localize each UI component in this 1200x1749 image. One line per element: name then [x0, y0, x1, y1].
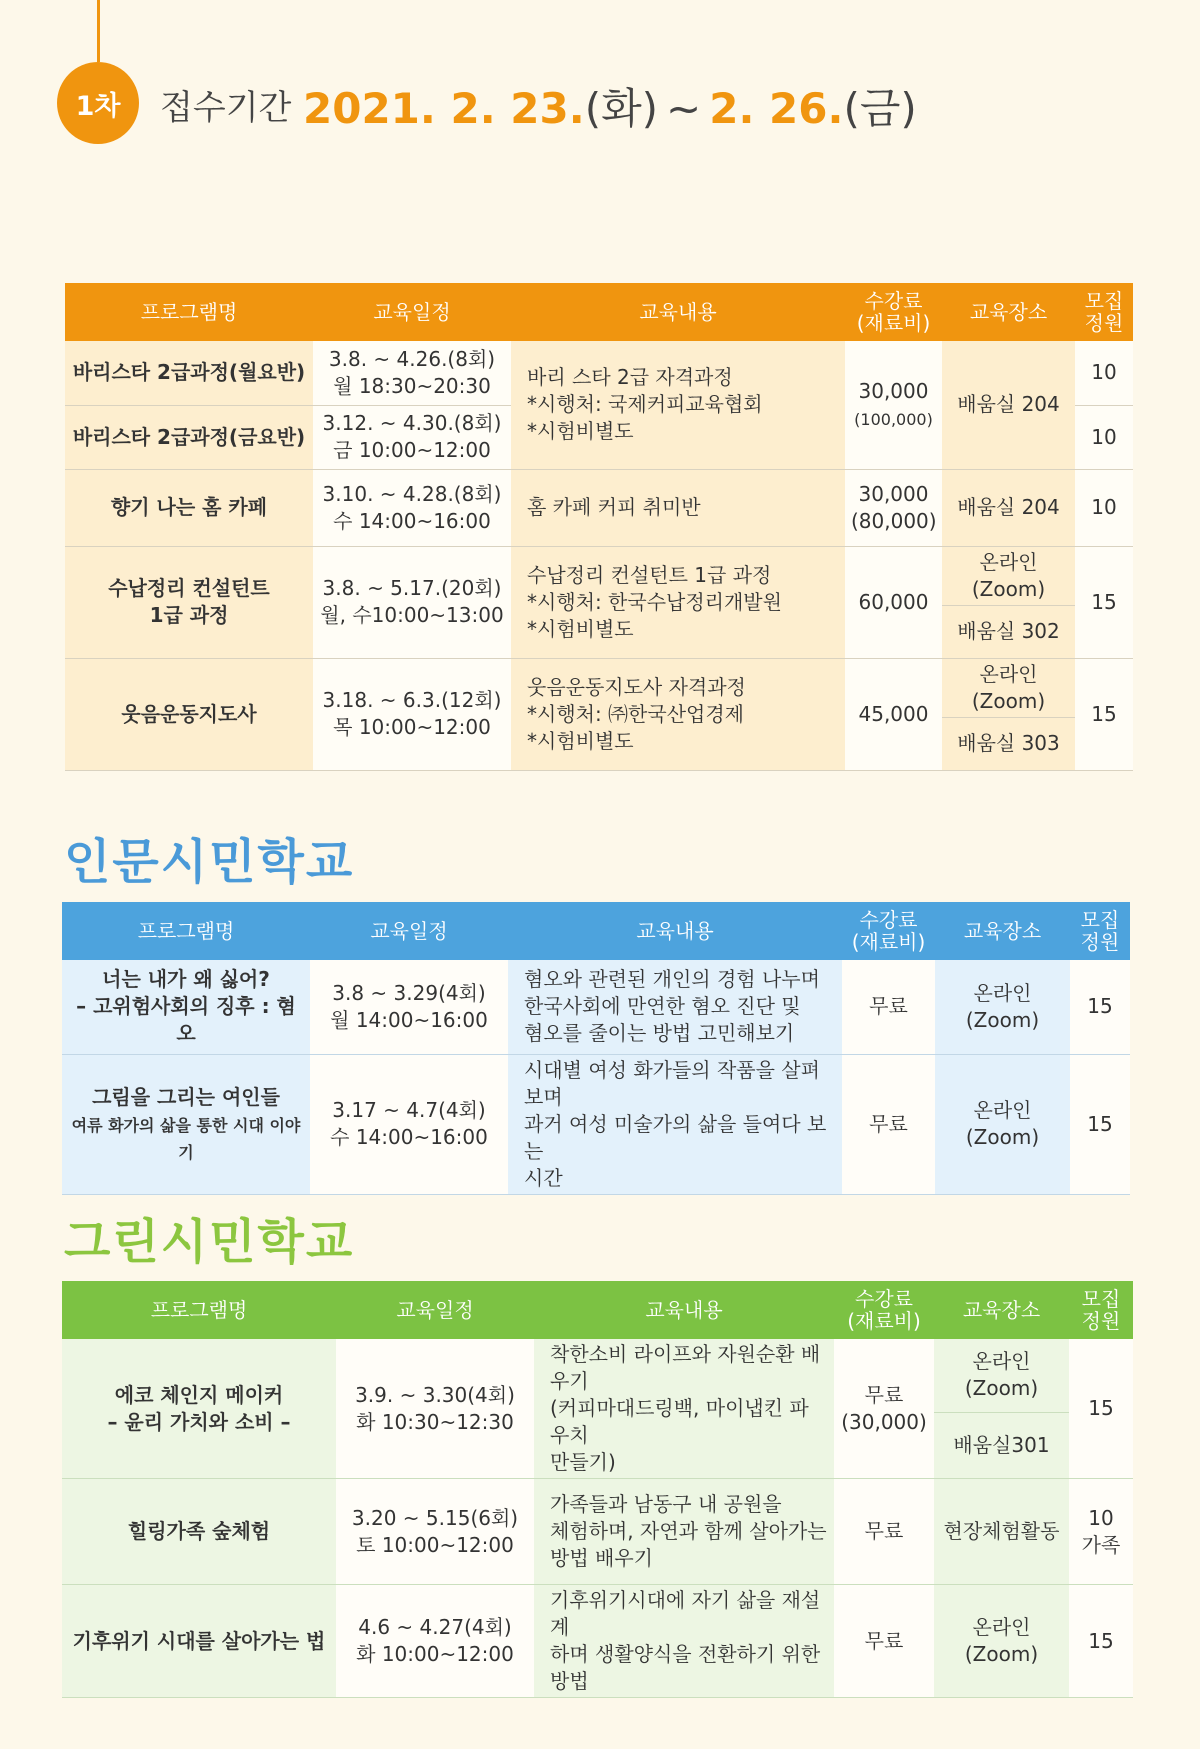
content-line: 웃음운동지도사 자격과정 — [527, 674, 746, 699]
program-place-room: 배움실 303 — [942, 717, 1075, 770]
program-schedule — [336, 1339, 534, 1479]
content-line: 하며 생활양식을 전환하기 위한 방법 — [550, 1642, 821, 1693]
name-line: 너는 내가 왜 싫어? — [102, 967, 270, 992]
program-place: 현장체험활동 — [934, 1479, 1069, 1585]
end-day: (금) — [843, 84, 917, 133]
header-fee-label: 수강료 — [864, 289, 923, 313]
schedule-time: 토 10:00~12:00 — [356, 1532, 514, 1557]
table-row — [62, 1585, 1133, 1698]
schedule-time: 월, 수10:00~13:00 — [320, 603, 504, 627]
program-content — [508, 1054, 842, 1194]
table-row — [65, 546, 1133, 605]
program-fee — [834, 1339, 934, 1479]
header-content: 교육내용 — [508, 902, 842, 960]
header-content: 교육내용 — [534, 1281, 834, 1339]
fee-value: 30,000 — [858, 378, 929, 403]
program-name: 향기 나는 홈 카페 — [65, 469, 313, 546]
program-content — [508, 960, 842, 1054]
program-fee: 60,000 — [845, 546, 942, 658]
program-capacity: 15 — [1069, 1339, 1133, 1479]
fee-material: (80,000) — [851, 508, 937, 533]
program-name — [62, 1339, 336, 1479]
program-content — [534, 1585, 834, 1698]
schedule-dates: 4.6 ~ 4.27(4회) — [358, 1615, 512, 1639]
table-header-row — [62, 902, 1130, 960]
program-fee: 45,000 — [845, 658, 942, 770]
program-place: 배움실 204 — [942, 469, 1075, 546]
program-schedule — [313, 658, 511, 770]
date-separator: ~ — [666, 84, 702, 133]
header-capacity — [1069, 1281, 1133, 1339]
program-place-room: 배움실 302 — [942, 605, 1075, 658]
program-place: 온라인(Zoom) — [934, 1585, 1069, 1698]
header-fee — [842, 902, 935, 960]
content-line: 체험하며, 자연과 함께 살아가는 — [550, 1519, 827, 1543]
header-cap-1: 모집 — [1080, 908, 1120, 932]
program-schedule — [310, 1054, 508, 1194]
program-name — [62, 960, 310, 1054]
schedule-time: 화 10:30~12:30 — [356, 1409, 514, 1434]
schedule-time: 수 14:00~16:00 — [333, 508, 491, 533]
program-fee — [845, 469, 942, 546]
header-fee-sub: (재료비) — [856, 311, 931, 335]
content-line: 바리 스타 2급 자격과정 — [527, 365, 733, 390]
start-date: 2021. 2. 23. — [303, 84, 585, 133]
header-name: 프로그램명 — [62, 1281, 336, 1339]
table-row — [65, 469, 1133, 546]
name-line: 수납정리 컨설턴트 — [108, 576, 270, 600]
header-fee-sub: (재료비) — [851, 930, 926, 954]
fee-value: 30,000 — [858, 481, 929, 506]
header-cap-1: 모집 — [1084, 289, 1124, 313]
program-content — [534, 1479, 834, 1585]
program-place-room: 배움실301 — [934, 1412, 1069, 1478]
program-place: 배움실 204 — [942, 341, 1075, 469]
header-cap-2: 정원 — [1084, 311, 1124, 335]
program-content — [511, 658, 845, 770]
table-header-row — [65, 283, 1133, 341]
program-capacity: 15 — [1070, 960, 1130, 1054]
program-place-online: 온라인(Zoom) — [942, 546, 1075, 605]
program-content — [534, 1339, 834, 1479]
header-fee-label: 수강료 — [855, 1287, 913, 1311]
schedule-dates: 3.8 ~ 3.29(4회) — [332, 980, 486, 1005]
capacity-value: 10 — [1088, 1505, 1114, 1530]
program-name — [62, 1054, 310, 1194]
fee-material: (30,000) — [841, 1409, 927, 1434]
content-line: 시간 — [524, 1165, 563, 1190]
content-line: 만들기) — [550, 1450, 616, 1474]
capacity-unit: 가족 — [1081, 1532, 1121, 1557]
table-header-row — [62, 1281, 1133, 1339]
program-fee: 무료 — [834, 1479, 934, 1585]
header-cap-2: 정원 — [1080, 930, 1120, 954]
humanities-school-title: 인문시민학교 — [64, 834, 355, 890]
program-table-1 — [65, 283, 1133, 771]
schedule-dates: 3.20 ~ 5.15(6회) — [351, 1505, 519, 1530]
program-capacity: 15 — [1075, 658, 1133, 770]
program-fee — [845, 341, 942, 469]
content-line: 혐오와 관련된 개인의 경험 나누며 — [524, 967, 820, 992]
header-fee — [834, 1281, 934, 1339]
content-line: *시행처: ㈜한국산업경제 — [527, 701, 744, 726]
header-cap-1: 모집 — [1081, 1287, 1121, 1311]
header-place: 교육장소 — [935, 902, 1070, 960]
name-line: – 고위험사회의 징후 : 혐오 — [76, 994, 296, 1046]
header-schedule: 교육일정 — [313, 283, 511, 341]
content-line: *시험비별도 — [527, 616, 634, 641]
schedule-dates: 3.18. ~ 6.3.(12회) — [322, 688, 502, 712]
registration-period-dates — [303, 76, 917, 136]
program-name: 바리스타 2급과정(금요반) — [65, 405, 313, 469]
program-fee: 무료 — [834, 1585, 934, 1698]
schedule-time: 수 14:00~16:00 — [330, 1125, 488, 1149]
program-name — [65, 546, 313, 658]
program-capacity: 10 — [1075, 469, 1133, 546]
program-schedule — [313, 341, 511, 405]
header-cap-2: 정원 — [1081, 1309, 1121, 1333]
program-content — [511, 546, 845, 658]
program-capacity: 15 — [1070, 1054, 1130, 1194]
schedule-dates: 3.10. ~ 4.28.(8회) — [322, 481, 502, 506]
program-fee: 무료 — [842, 960, 935, 1054]
green-program-table — [62, 1281, 1133, 1698]
program-content — [511, 341, 845, 469]
program-place: 온라인(Zoom) — [935, 960, 1070, 1054]
content-line: 수납정리 컨설턴트 1급 과정 — [527, 562, 772, 587]
header-fee-label: 수강료 — [859, 908, 918, 932]
table-row — [62, 1054, 1130, 1194]
name-line: 에코 체인지 메이커 — [114, 1382, 284, 1407]
program-capacity: 10 — [1075, 405, 1133, 469]
name-line: – 윤리 가치와 소비 – — [107, 1409, 291, 1434]
schedule-dates: 3.12. ~ 4.30.(8회) — [322, 411, 502, 435]
program-schedule — [313, 546, 511, 658]
program-fee: 무료 — [842, 1054, 935, 1194]
registration-period-label: 접수기간 — [160, 88, 292, 128]
program-schedule — [313, 469, 511, 546]
end-date: 2. 26. — [709, 84, 844, 133]
header-place: 교육장소 — [934, 1281, 1069, 1339]
header-fee-sub: (재료비) — [847, 1309, 921, 1333]
content-line: 혐오를 줄이는 방법 고민해보기 — [524, 1021, 795, 1046]
round-badge: 1차 — [57, 62, 139, 144]
header-schedule: 교육일정 — [310, 902, 508, 960]
content-line: *시험비별도 — [527, 419, 634, 444]
program-schedule — [310, 960, 508, 1054]
program-place-online: 온라인(Zoom) — [934, 1339, 1069, 1412]
program-schedule — [336, 1585, 534, 1698]
start-day: (화) — [584, 84, 659, 133]
program-content: 홈 카페 커피 취미반 — [511, 469, 845, 546]
green-school-title: 그린시민학교 — [64, 1214, 355, 1270]
content-line: *시행처: 한국수납정리개발원 — [527, 589, 782, 614]
content-line: *시행처: 국제커피교육협회 — [527, 392, 763, 417]
header-fee — [845, 283, 942, 341]
header-schedule: 교육일정 — [336, 1281, 534, 1339]
content-line: 방법 배우기 — [550, 1546, 653, 1570]
program-capacity: 15 — [1075, 546, 1133, 658]
program-name: 기후위기 시대를 살아가는 법 — [62, 1585, 336, 1698]
content-line: 과거 여성 미술가의 삶을 들여다 보는 — [524, 1111, 827, 1163]
program-capacity — [1069, 1479, 1133, 1585]
program-place: 온라인(Zoom) — [935, 1054, 1070, 1194]
schedule-time: 화 10:00~12:00 — [356, 1642, 514, 1666]
table-row — [65, 658, 1133, 717]
program-place-online: 온라인(Zoom) — [942, 658, 1075, 717]
program-capacity: 15 — [1069, 1585, 1133, 1698]
schedule-time: 월 18:30~20:30 — [333, 373, 491, 398]
schedule-dates: 3.17 ~ 4.7(4회) — [332, 1098, 486, 1122]
program-capacity: 10 — [1075, 341, 1133, 405]
name-line: 그림을 그리는 여인들 — [92, 1084, 280, 1109]
header-name: 프로그램명 — [65, 283, 313, 341]
program-schedule — [336, 1479, 534, 1585]
schedule-time: 금 10:00~12:00 — [333, 438, 491, 462]
content-line: 한국사회에 만연한 혐오 진단 및 — [524, 994, 801, 1019]
schedule-dates: 3.9. ~ 3.30(4회) — [355, 1382, 515, 1407]
schedule-dates: 3.8. ~ 4.26.(8회) — [328, 346, 496, 371]
fee-material: (100,000) — [854, 409, 933, 429]
program-name: 힐링가족 숲체험 — [62, 1479, 336, 1585]
table-row — [65, 341, 1133, 405]
content-line: 착한소비 라이프와 자원순환 배우기 — [550, 1342, 821, 1393]
name-line: 1급 과정 — [149, 603, 229, 627]
header-name: 프로그램명 — [62, 902, 310, 960]
content-line: 가족들과 남동구 내 공원을 — [550, 1492, 782, 1516]
humanities-program-table — [62, 902, 1130, 1195]
program-schedule — [313, 405, 511, 469]
schedule-time: 목 10:00~12:00 — [333, 715, 491, 739]
fee-value: 무료 — [864, 1382, 904, 1407]
content-line: 기후위기시대에 자기 삶을 재설계 — [550, 1588, 821, 1639]
schedule-time: 월 14:00~16:00 — [330, 1007, 488, 1032]
table-row — [62, 1479, 1133, 1585]
header-capacity — [1070, 902, 1130, 960]
table-row — [62, 1339, 1133, 1412]
decorative-hook-line — [97, 0, 100, 62]
name-line: 여류 화가의 삶을 통한 시대 이야기 — [71, 1115, 301, 1162]
program-name: 웃음운동지도사 — [65, 658, 313, 770]
content-line: *시험비별도 — [527, 728, 634, 753]
header-place: 교육장소 — [942, 283, 1075, 341]
program-name: 바리스타 2급과정(월요반) — [65, 341, 313, 405]
content-line: 시대별 여성 화가들의 작품을 살펴보며 — [524, 1057, 820, 1109]
header-content: 교육내용 — [511, 283, 845, 341]
header-capacity — [1075, 283, 1133, 341]
schedule-dates: 3.8. ~ 5.17.(20회) — [322, 576, 502, 600]
table-row — [62, 960, 1130, 1054]
content-line: (커피마대드링백, 마이냅킨 파우치 — [550, 1396, 809, 1447]
